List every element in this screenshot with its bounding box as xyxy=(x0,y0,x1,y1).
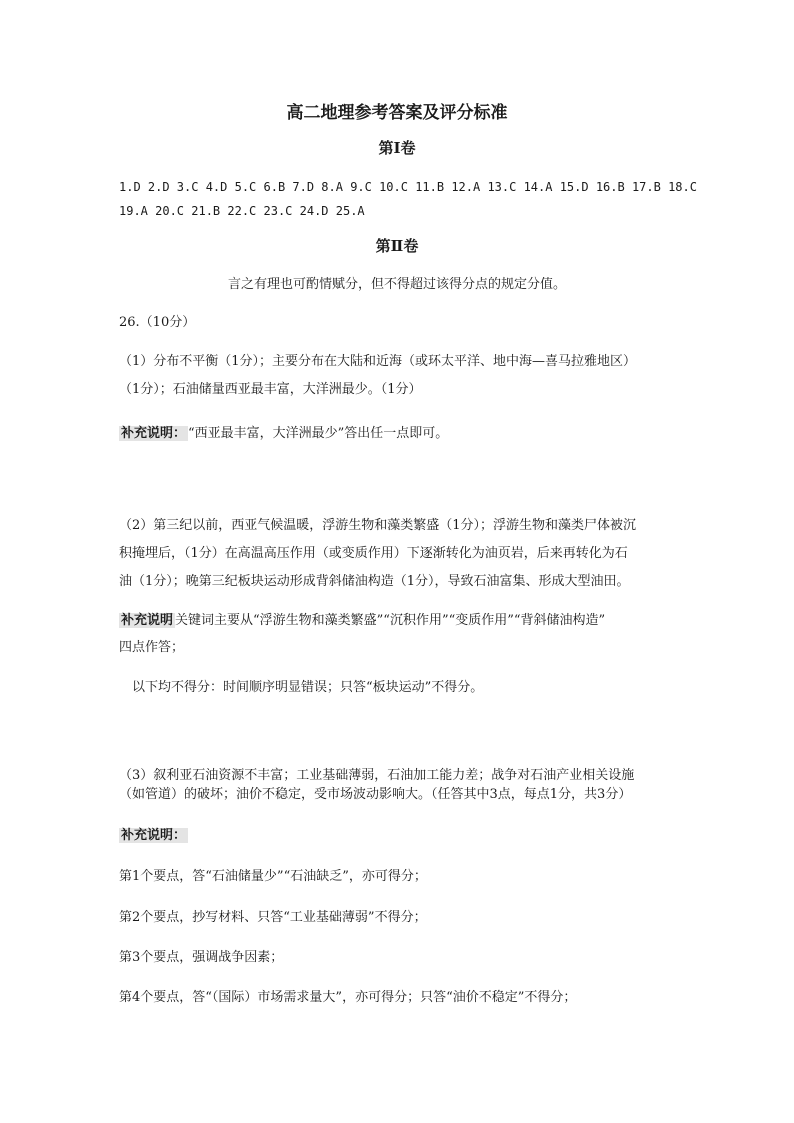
answer-2-line-1: （2）第三纪以前，西亚气候温暖，浮游生物和藻类繁盛（1分）；浮游生物和藻类尸体被沉 xyxy=(119,518,637,533)
supplement-label: 补充说明： xyxy=(121,828,187,843)
answer-1-line-1: （1）分布不平衡（1分）；主要分布在大陆和近海（或环太平洋、地中海—喜马拉雅地区） xyxy=(119,354,637,369)
supplement-label: 补充说明： xyxy=(121,426,187,441)
supplement-2 xyxy=(119,612,605,630)
point-3: 第3个要点，强调战争因素； xyxy=(119,950,284,965)
answer-2-line-2: 积掩埋后，（1分）在高温高压作用（或变质作用）下逐渐转化为油页岩，后来再转化为石 xyxy=(119,546,628,561)
supplement-2-line-2: 四点作答； xyxy=(119,640,185,655)
supplement-1 xyxy=(119,425,448,443)
point-4: 第4个要点，答“（国际）市场需求量大”，亦可得分；只答“油价不稳定”不得分； xyxy=(119,990,577,1005)
answers-row-1: 1.D 2.D 3.C 4.D 5.C 6.B 7.D 8.A 9.C 10.C 11.B 12.A 13.C 14.A 15.D 16.B 17.B 18.C xyxy=(119,180,697,194)
answer-3-line-1: （3）叙利亚石油资源不丰富；工业基础薄弱，石油加工能力差；战争对石油产业相关设施 xyxy=(119,768,635,783)
answer-2-line-3: 油（1分）；晚第三纪板块运动形成背斜储油构造（1分），导致石油富集、形成大型油田。 xyxy=(119,574,630,589)
supplement-2-line-3: 以下均不得分：时间顺序明显错误；只答“板块运动”不得分。 xyxy=(132,680,484,695)
supplement-label: 补充说明 xyxy=(121,613,174,628)
point-1: 第1个要点，答“石油储量少”“石油缺乏”，亦可得分； xyxy=(119,869,427,884)
grading-note: 言之有理也可酌情赋分，但不得超过该得分点的规定分值。 xyxy=(227,277,566,292)
answer-1-line-2: （1分）；石油储量西亚最丰富，大洋洲最少。（1分） xyxy=(119,382,422,397)
supplement-text: 关键词主要从“浮游生物和藻类繁盛”“沉积作用”“变质作用”“背斜储油构造” xyxy=(175,613,606,628)
question-26-heading: 26.（10分） xyxy=(119,315,196,330)
supplement-3 xyxy=(119,827,188,845)
page-title: 高二地理参考答案及评分标准 xyxy=(286,103,508,123)
section-1-heading: 第Ⅰ卷 xyxy=(378,139,416,157)
supplement-text: “西亚最丰富，大洋洲最少”答出任一点即可。 xyxy=(188,426,449,441)
section-2-heading: 第Ⅱ卷 xyxy=(375,237,419,255)
point-2: 第2个要点，抄写材料、只答“工业基础薄弱”不得分； xyxy=(119,910,427,925)
answer-3-line-2: （如管道）的破坏；油价不稳定，受市场波动影响大。（任答其中3点，每点1分，共3分） xyxy=(119,787,632,802)
answers-row-2: 19.A 20.C 21.B 22.C 23.C 24.D 25.A xyxy=(119,204,365,218)
